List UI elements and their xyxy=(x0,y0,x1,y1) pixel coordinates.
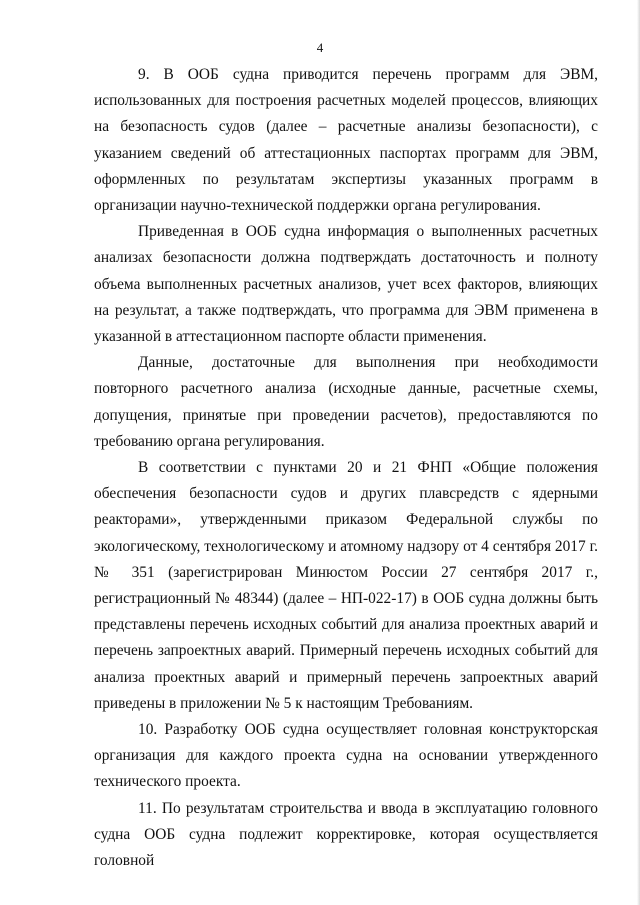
paragraph-fnp-reference: В соответствии с пунктами 20 и 21 ФНП «Общие положения обеспечения безопасности судов и других плавсредств с ядерными реакторами», утвержденными приказом Федеральной службы по экологическому, технологическому и атомному надзору от 4 сентября 2017 г. № 351 (зарегистрирован Минюстом России 27 сентября 2017 г., регистрационный № 48344) (далее – НП-022-17) в ООБ судна должны быть представлены перечень исходных событий для анализа проектных аварий и перечень запроектных аварий. Примерный перечень исходных событий для анализа проектных аварий и примерный перечень запроектных аварий приведены в приложении № 5 к настоящим Требованиям. xyxy=(94,459,598,712)
paragraph-item-9: 9. В ООБ судна приводится перечень программ для ЭВМ, использованных для построения расчетных моделей процессов, влияющих на безопасность судов (далее – расчетные анализы безопасности), с указанием сведений об аттестационных паспортах программ для ЭВМ, оформленных по результатам экспертизы указанных программ в организации научно-технической поддержки органа регулирования. xyxy=(94,66,598,215)
paragraph-repeat-analysis-data: Данные, достаточные для выполнения при необходимости повторного расчетного анализа (исходные данные, расчетные схемы, допущения, принятые при проведении расчетов), предоставляются по требованию органа регулирования. xyxy=(94,354,598,450)
paragraph-calculation-info: Приведенная в ООБ судна информация о выполненных расчетных анализах безопасности должна подтверждать достаточность и полноту объема выполненных расчетных анализов, учет всех факторов, влияющих на результат, а также подтверждать, что программа для ЭВМ применена в указанной в аттестационном паспорте области применения. xyxy=(94,223,598,346)
paragraph-item-10: 10. Разработку ООБ судна осуществляет головная конструкторская организация для каждого проекта судна на основании утвержденного технического проекта. xyxy=(94,721,598,791)
page-number: 4 xyxy=(316,40,324,55)
paragraph-item-11: 11. По результатам строительства и ввода в эксплуатацию головного судна ООБ судна подлежит корректировке, которая осуществляется головной xyxy=(94,799,598,870)
document-body xyxy=(94,62,598,874)
